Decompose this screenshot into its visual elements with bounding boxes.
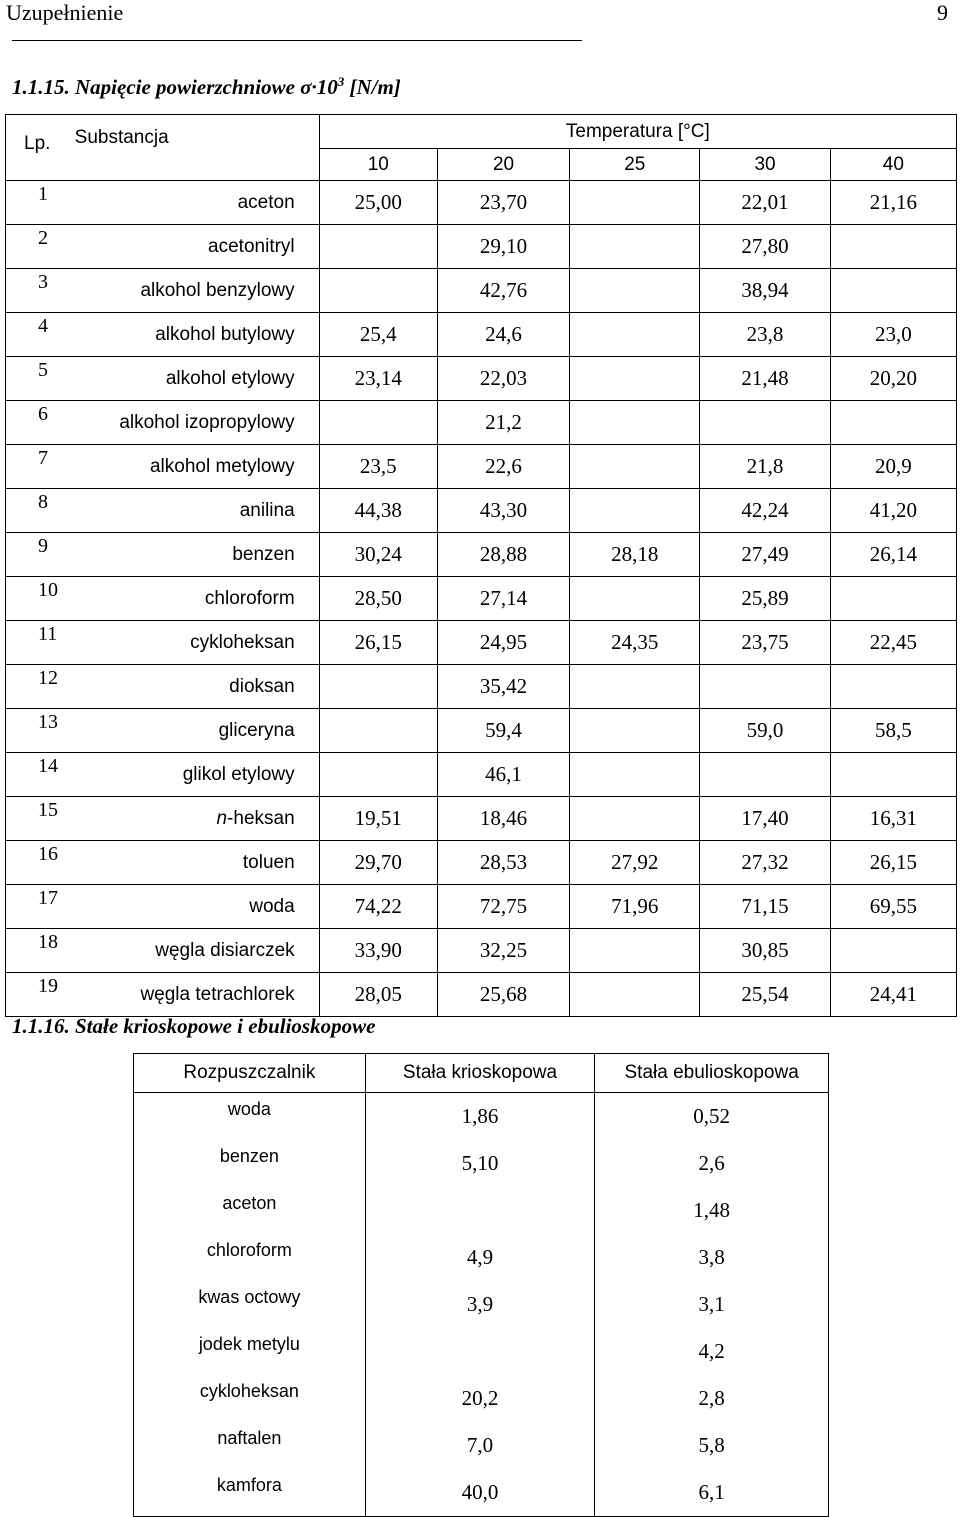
substance-name: woda <box>249 895 295 917</box>
page-number: 9 <box>937 0 948 25</box>
value-cell: 23,8 <box>700 313 830 357</box>
row-lp: 6 <box>6 401 73 445</box>
table-row <box>6 225 957 269</box>
substance-name: toluen <box>242 851 295 873</box>
value-cell: 26,15 <box>830 841 956 885</box>
value-cell: 19,51 <box>319 797 437 841</box>
cryoscopic-value: 3,9 <box>365 1281 595 1328</box>
row-substance <box>73 489 320 533</box>
table-row <box>6 533 957 577</box>
value-cell: 43,30 <box>437 489 569 533</box>
value-cell: 24,95 <box>437 621 569 665</box>
header-temp-10: 10 <box>319 149 437 181</box>
value-cell: 22,6 <box>437 445 569 489</box>
row-substance <box>73 797 320 841</box>
header-rule <box>12 40 582 41</box>
value-cell <box>830 665 956 709</box>
row-lp: 4 <box>6 313 73 357</box>
solvent-name: benzen <box>134 1140 366 1187</box>
value-cell: 71,96 <box>570 885 700 929</box>
value-cell: 28,53 <box>437 841 569 885</box>
value-cell: 23,14 <box>319 357 437 401</box>
table-row <box>134 1140 829 1187</box>
value-cell <box>570 357 700 401</box>
value-cell: 28,18 <box>570 533 700 577</box>
header-temp-40: 40 <box>830 149 956 181</box>
value-cell: 18,46 <box>437 797 569 841</box>
value-cell <box>570 181 700 225</box>
value-cell <box>319 709 437 753</box>
ebullioscopic-value: 0,52 <box>595 1093 829 1141</box>
row-lp: 9 <box>6 533 73 577</box>
value-cell <box>700 665 830 709</box>
row-substance <box>73 357 320 401</box>
header-temperature: Temperatura [°C] <box>319 115 956 149</box>
ebullioscopic-value: 2,8 <box>595 1375 829 1422</box>
value-cell: 24,35 <box>570 621 700 665</box>
value-cell: 23,0 <box>830 313 956 357</box>
substance-name: aceton <box>237 191 295 213</box>
cryoscopic-value <box>365 1187 595 1234</box>
value-cell: 42,76 <box>437 269 569 313</box>
value-cell <box>570 929 700 973</box>
value-cell <box>570 445 700 489</box>
value-cell: 38,94 <box>700 269 830 313</box>
value-cell: 25,68 <box>437 973 569 1017</box>
value-cell: 30,24 <box>319 533 437 577</box>
value-cell: 29,70 <box>319 841 437 885</box>
substance-name: dioksan <box>229 675 295 697</box>
value-cell: 28,50 <box>319 577 437 621</box>
section-title-cryoscopic: 1.1.16. Stałe krioskopowe i ebulioskopowe <box>12 1014 376 1038</box>
value-cell: 24,6 <box>437 313 569 357</box>
row-substance <box>73 533 320 577</box>
value-cell: 44,38 <box>319 489 437 533</box>
value-cell: 20,20 <box>830 357 956 401</box>
substance-name: -heksan <box>227 807 295 829</box>
value-cell <box>830 929 956 973</box>
title-exponent: 3 <box>337 74 345 89</box>
value-cell: 72,75 <box>437 885 569 929</box>
value-cell: 23,75 <box>700 621 830 665</box>
header-temp-20: 20 <box>437 149 569 181</box>
substance-name: anilina <box>239 499 295 521</box>
solvent-name: chloroform <box>134 1234 366 1281</box>
row-substance <box>73 621 320 665</box>
cryoscopic-value: 4,9 <box>365 1234 595 1281</box>
solvent-name: aceton <box>134 1187 366 1234</box>
substance-name: glikol etylowy <box>182 763 295 785</box>
substance-name: alkohol izopropylowy <box>119 411 295 433</box>
substance-name: chloroform <box>204 587 295 609</box>
header-title: Uzupełnienie <box>6 0 124 25</box>
ebullioscopic-value: 6,1 <box>595 1469 829 1517</box>
value-cell: 35,42 <box>437 665 569 709</box>
value-cell: 46,1 <box>437 753 569 797</box>
table-row <box>134 1469 829 1517</box>
table-row <box>6 973 957 1017</box>
value-cell: 16,31 <box>830 797 956 841</box>
table-row <box>6 401 957 445</box>
value-cell: 58,5 <box>830 709 956 753</box>
substance-name: cykloheksan <box>190 631 295 653</box>
value-cell <box>570 709 700 753</box>
table-row <box>6 577 957 621</box>
value-cell: 25,00 <box>319 181 437 225</box>
header-lp: Lp. <box>6 115 73 181</box>
header-solvent: Rozpuszczalnik <box>134 1054 366 1093</box>
solvent-name: jodek metylu <box>134 1328 366 1375</box>
row-substance <box>73 445 320 489</box>
value-cell: 29,10 <box>437 225 569 269</box>
value-cell: 27,32 <box>700 841 830 885</box>
title-prefix: 1.1.15. Napięcie powierzchniowe <box>12 75 301 99</box>
row-lp: 19 <box>6 973 73 1017</box>
value-cell: 71,15 <box>700 885 830 929</box>
substance-name: węgla tetrachlorek <box>140 983 295 1005</box>
value-cell: 41,20 <box>830 489 956 533</box>
substance-name: benzen <box>232 543 295 565</box>
value-cell: 22,45 <box>830 621 956 665</box>
row-lp: 2 <box>6 225 73 269</box>
row-substance <box>73 753 320 797</box>
row-substance <box>73 885 320 929</box>
substance-name: acetonitryl <box>208 235 295 257</box>
value-cell <box>830 401 956 445</box>
value-cell <box>700 401 830 445</box>
ebullioscopic-value: 5,8 <box>595 1422 829 1469</box>
ebullioscopic-value: 1,48 <box>595 1187 829 1234</box>
section-title-surface-tension <box>12 74 401 100</box>
row-substance <box>73 973 320 1017</box>
table-row <box>6 929 957 973</box>
table-row <box>134 1422 829 1469</box>
table-row <box>6 357 957 401</box>
row-lp: 5 <box>6 357 73 401</box>
value-cell: 27,92 <box>570 841 700 885</box>
ebullioscopic-value: 2,6 <box>595 1140 829 1187</box>
table-row <box>134 1281 829 1328</box>
table-row <box>134 1187 829 1234</box>
value-cell: 22,01 <box>700 181 830 225</box>
row-substance <box>73 313 320 357</box>
table-row <box>6 665 957 709</box>
value-cell: 21,48 <box>700 357 830 401</box>
cryoscopic-value: 7,0 <box>365 1422 595 1469</box>
value-cell: 69,55 <box>830 885 956 929</box>
header-temp-30: 30 <box>700 149 830 181</box>
row-substance <box>73 401 320 445</box>
table-row <box>134 1375 829 1422</box>
solvent-name: naftalen <box>134 1422 366 1469</box>
value-cell <box>570 973 700 1017</box>
page-header <box>0 0 960 30</box>
cryoscopic-value: 5,10 <box>365 1140 595 1187</box>
row-lp: 3 <box>6 269 73 313</box>
substance-name: alkohol benzylowy <box>140 279 295 301</box>
value-cell: 21,2 <box>437 401 569 445</box>
row-lp: 11 <box>6 621 73 665</box>
value-cell: 28,88 <box>437 533 569 577</box>
row-substance <box>73 225 320 269</box>
value-cell <box>319 401 437 445</box>
table-row <box>6 181 957 225</box>
substance-name: alkohol butylowy <box>155 323 295 345</box>
value-cell <box>319 269 437 313</box>
value-cell <box>570 665 700 709</box>
value-cell: 33,90 <box>319 929 437 973</box>
cryoscopic-value: 40,0 <box>365 1469 595 1517</box>
header-temp-25: 25 <box>570 149 700 181</box>
header-substance: Substancja <box>73 115 320 181</box>
value-cell: 27,49 <box>700 533 830 577</box>
table-row <box>6 621 957 665</box>
value-cell: 24,41 <box>830 973 956 1017</box>
sigma-symbol: σ <box>300 75 312 99</box>
substance-prefix: n <box>216 807 228 829</box>
row-substance <box>73 181 320 225</box>
table-row <box>134 1328 829 1375</box>
row-lp: 17 <box>6 885 73 929</box>
value-cell <box>319 665 437 709</box>
table-row <box>6 753 957 797</box>
value-cell <box>570 401 700 445</box>
header-ebullioscopic: Stała ebulioskopowa <box>595 1054 829 1093</box>
value-cell <box>570 797 700 841</box>
row-lp: 15 <box>6 797 73 841</box>
value-cell: 30,85 <box>700 929 830 973</box>
value-cell: 20,9 <box>830 445 956 489</box>
value-cell <box>570 225 700 269</box>
substance-name: alkohol metylowy <box>149 455 295 477</box>
value-cell: 25,89 <box>700 577 830 621</box>
table-row <box>6 709 957 753</box>
value-cell: 26,15 <box>319 621 437 665</box>
row-lp: 12 <box>6 665 73 709</box>
value-cell: 27,14 <box>437 577 569 621</box>
value-cell: 23,70 <box>437 181 569 225</box>
value-cell <box>700 753 830 797</box>
table-row <box>6 489 957 533</box>
table-row <box>6 885 957 929</box>
value-cell <box>830 225 956 269</box>
substance-name: węgla disiarczek <box>155 939 295 961</box>
value-cell: 22,03 <box>437 357 569 401</box>
solvent-name: kwas octowy <box>134 1281 366 1328</box>
row-substance <box>73 841 320 885</box>
row-lp: 10 <box>6 577 73 621</box>
value-cell: 59,0 <box>700 709 830 753</box>
row-substance <box>73 665 320 709</box>
cryoscopic-value <box>365 1328 595 1375</box>
value-cell: 17,40 <box>700 797 830 841</box>
value-cell: 21,16 <box>830 181 956 225</box>
row-lp: 7 <box>6 445 73 489</box>
value-cell: 27,80 <box>700 225 830 269</box>
value-cell: 59,4 <box>437 709 569 753</box>
value-cell: 26,14 <box>830 533 956 577</box>
table-row <box>6 445 957 489</box>
header-cryoscopic: Stała krioskopowa <box>365 1054 595 1093</box>
ebullioscopic-value: 4,2 <box>595 1328 829 1375</box>
ebullioscopic-value: 3,8 <box>595 1234 829 1281</box>
value-cell: 25,54 <box>700 973 830 1017</box>
value-cell: 25,4 <box>319 313 437 357</box>
solvent-name: woda <box>134 1093 366 1141</box>
value-cell <box>830 269 956 313</box>
surface-tension-table <box>5 114 957 1017</box>
row-lp: 8 <box>6 489 73 533</box>
cryoscopic-value: 1,86 <box>365 1093 595 1141</box>
row-lp: 13 <box>6 709 73 753</box>
row-lp: 14 <box>6 753 73 797</box>
solvent-name: kamfora <box>134 1469 366 1517</box>
row-substance <box>73 929 320 973</box>
title-mid: ·10 <box>311 75 338 99</box>
value-cell <box>319 225 437 269</box>
table-row <box>6 269 957 313</box>
row-lp: 1 <box>6 181 73 225</box>
value-cell: 32,25 <box>437 929 569 973</box>
value-cell <box>570 577 700 621</box>
cryoscopic-constants-table <box>133 1053 829 1517</box>
row-lp: 18 <box>6 929 73 973</box>
row-substance <box>73 269 320 313</box>
value-cell <box>570 313 700 357</box>
value-cell: 42,24 <box>700 489 830 533</box>
value-cell: 28,05 <box>319 973 437 1017</box>
table-row <box>134 1093 829 1141</box>
substance-name: gliceryna <box>218 719 295 741</box>
value-cell <box>319 753 437 797</box>
row-substance <box>73 577 320 621</box>
table-row <box>6 841 957 885</box>
value-cell <box>830 753 956 797</box>
value-cell <box>570 269 700 313</box>
value-cell <box>570 489 700 533</box>
table-row <box>6 797 957 841</box>
title-suffix: [N/m] <box>344 75 401 99</box>
substance-name: alkohol etylowy <box>165 367 295 389</box>
value-cell <box>830 577 956 621</box>
table-row <box>134 1234 829 1281</box>
table-row <box>6 313 957 357</box>
row-substance <box>73 709 320 753</box>
cryoscopic-value: 20,2 <box>365 1375 595 1422</box>
ebullioscopic-value: 3,1 <box>595 1281 829 1328</box>
solvent-name: cykloheksan <box>134 1375 366 1422</box>
value-cell: 21,8 <box>700 445 830 489</box>
value-cell: 23,5 <box>319 445 437 489</box>
value-cell <box>570 753 700 797</box>
value-cell: 74,22 <box>319 885 437 929</box>
row-lp: 16 <box>6 841 73 885</box>
